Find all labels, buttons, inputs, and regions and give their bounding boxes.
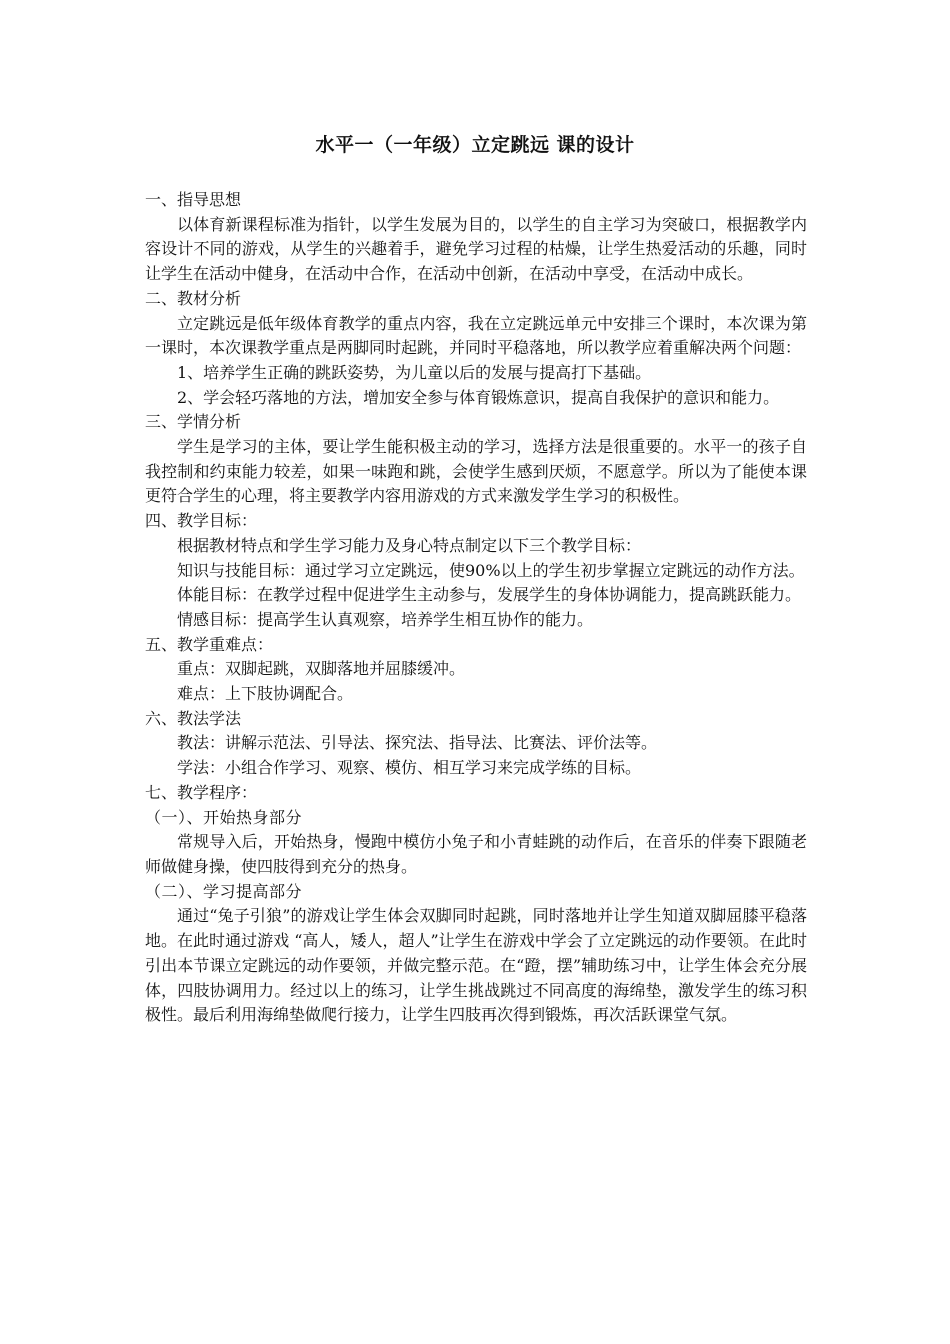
section-heading-procedure: 七、教学程序： — [145, 782, 258, 802]
subsection-heading-learning: （二）、学习提高部分 — [145, 881, 303, 901]
paragraph: 学法：小组合作学习、观察、模仿、相互学习来完成学练的目标。 — [177, 758, 642, 778]
section-heading-teaching-objectives: 四、教学目标： — [145, 511, 258, 531]
paragraph: 教法：讲解示范法、引导法、探究法、指导法、比赛法、评价法等。 — [177, 733, 658, 753]
paragraph: 情感目标：提高学生认真观察，培养学生相互协作的能力。 — [177, 609, 594, 629]
section-heading-learner-analysis: 三、学情分析 — [145, 412, 242, 432]
section-heading-material-analysis: 二、教材分析 — [145, 288, 242, 308]
paragraph: 难点：上下肢协调配合。 — [177, 684, 354, 704]
paragraph: 知识与技能目标：通过学习立定跳远，使90%以上的学生初步掌握立定跳远的动作方法。 — [177, 560, 805, 580]
paragraph: 常规导入后，开始热身，慢跑中模仿小兔子和小青蛙跳的动作后，在音乐的伴奏下跟随老师做健身操，使四肢得到充分的热身。 — [145, 832, 807, 876]
paragraph: 根据教材特点和学生学习能力及身心特点制定以下三个教学目标： — [177, 535, 642, 555]
list-item: 1、培养学生正确的跳跃姿势，为儿童以后的发展与提高打下基础。 — [177, 362, 652, 382]
document-body — [145, 188, 807, 1028]
section-heading-key-points: 五、教学重难点： — [145, 634, 274, 654]
paragraph: 以体育新课程标准为指针，以学生发展为目的，以学生的自主学习为突破口，根据教学内容设计不同的游戏，从学生的兴趣着手，避免学习过程的枯燥，让学生热爱活动的乐趣，同时让学生在活动中健身，在活动中合作，在活动中创新，在活动中享受，在活动中成长。 — [145, 214, 807, 284]
subsection-heading-warmup: （一）、开始热身部分 — [145, 807, 303, 827]
paragraph: 通过“兔子引狼”的游戏让学生体会双脚同时起跳，同时落地并让学生知道双脚屈膝平稳落地。在此时通过游戏 “高人，矮人，超人”让学生在游戏中学会了立定跳远的动作要领。在此时引出本节课立定跳远的动作要领，并做完整示范。在“蹬，摆”辅助练习中，让学生体会充分展体，四肢协调用力。经过以上的练习，让学生挑战跳过不同高度的海绵垫，激发学生的练习积极性。最后利用海绵垫做爬行接力，让学生四肢再次得到锻炼，再次活跃课堂气氛。 — [145, 906, 807, 1025]
paragraph: 立定跳远是低年级体育教学的重点内容，我在立定跳远单元中安排三个课时，本次课为第一课时，本次课教学重点是两脚同时起跳，并同时平稳落地，所以教学应着重解决两个问题： — [145, 313, 807, 358]
section-heading-guiding-ideology: 一、指导思想 — [145, 190, 242, 209]
paragraph: 学生是学习的主体，要让学生能积极主动的学习，选择方法是很重要的。水平一的孩子自我控制和约束能力较差，如果一味跑和跳，会使学生感到厌烦，不愿意学。所以为了能使本课更符合学生的心理，将主要教学内容用游戏的方式来激发学生学习的积极性。 — [145, 437, 807, 506]
list-item: 2、学会轻巧落地的方法，增加安全参与体育锻炼意识，提高自我保护的意识和能力。 — [177, 387, 780, 407]
section-heading-methods: 六、教法学法 — [145, 708, 242, 728]
paragraph: 重点：双脚起跳，双脚落地并屈膝缓冲。 — [177, 659, 466, 679]
paragraph: 体能目标：在教学过程中促进学生主动参与，发展学生的身体协调能力，提高跳跃能力。 — [177, 585, 802, 605]
document-title: 水平一（一年级）立定跳远 课的设计 — [315, 134, 635, 156]
